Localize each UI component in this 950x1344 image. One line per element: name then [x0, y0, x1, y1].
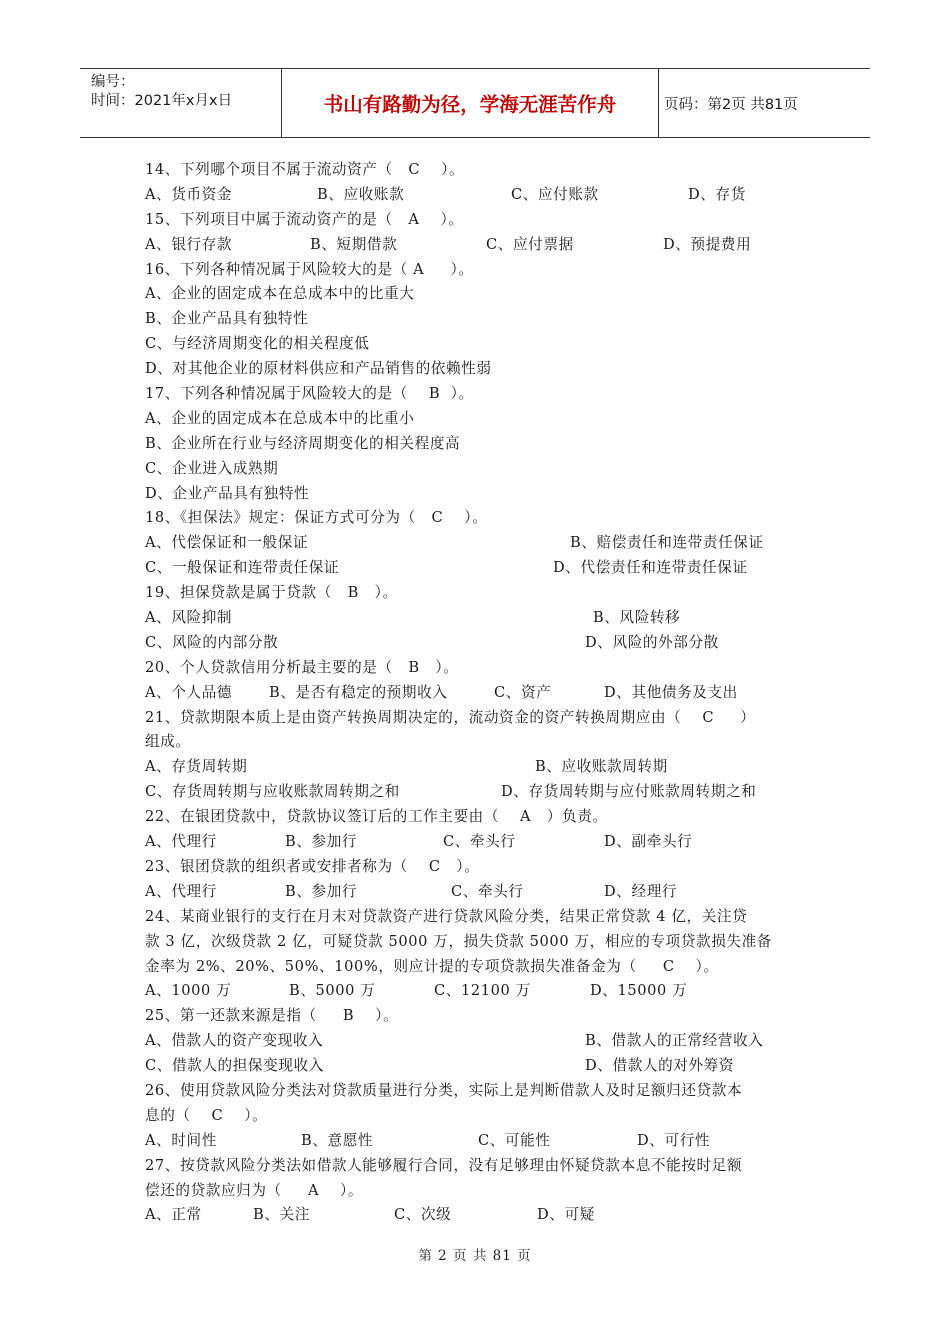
answer-option: A、个人品德	[145, 683, 233, 701]
text-line	[145, 1129, 815, 1154]
answer-option: B、5000 万	[289, 982, 376, 1000]
text-line	[145, 880, 815, 905]
answer-option: C、牵头行	[451, 882, 524, 900]
answer-option: B、短期借款	[310, 235, 398, 253]
text-segment: 18、《担保法》规定：保证方式可分为（ C ）。	[145, 509, 488, 527]
text-line	[145, 979, 815, 1004]
answer-option: D、风险的外部分散	[585, 633, 719, 651]
answer-option: B、借款人的正常经营收入	[585, 1032, 764, 1050]
text-segment: 27、按贷款风险分类法如借款人能够履行合同，没有足够理由怀疑贷款本息不能按时足额	[145, 1156, 743, 1174]
text-line	[145, 357, 815, 382]
text-segment: 22、在银团贷款中，贷款协议签订后的工作主要由（ A ）负责。	[145, 808, 608, 826]
answer-option: C、牵头行	[443, 833, 516, 851]
text-line	[145, 432, 815, 457]
text-line	[145, 1104, 815, 1129]
text-segment: D、对其他企业的原材料供应和产品销售的依赖性弱	[145, 360, 492, 378]
answer-option: B、参加行	[285, 833, 358, 851]
text-segment: 26、使用贷款风险分类法对贷款质量进行分类，实际上是判断借款人及时足额归还贷款本	[145, 1081, 743, 1099]
answer-option: A、1000 万	[145, 982, 232, 1000]
text-line	[145, 531, 815, 556]
answer-option: D、15000 万	[590, 982, 688, 1000]
text-segment: 金率为 2%、20%、50%、100%，则应计提的专项贷款损失准备金为（ C ）。	[145, 957, 719, 975]
answer-option: B、关注	[253, 1206, 310, 1224]
text-line	[145, 233, 815, 258]
text-line	[145, 631, 815, 656]
text-line	[145, 506, 815, 531]
text-segment: 14、下列哪个项目不属于流动资产（ C ）。	[145, 161, 465, 178]
text-segment: 19、担保贷款是属于贷款（ B ）。	[145, 584, 398, 602]
text-line	[145, 755, 815, 780]
text-segment: 16、下列各种情况属于风险较大的是（ A ）。	[145, 260, 474, 278]
answer-option: B、赔偿责任和连带责任保证	[570, 534, 764, 552]
text-segment: 17、下列各种情况属于风险较大的是（ B ）。	[145, 385, 474, 403]
text-segment: 25、第一还款来源是指（ B ）。	[145, 1007, 399, 1025]
text-segment: B、企业产品具有独特性	[145, 310, 309, 328]
text-segment: A、企业的固定成本在总成本中的比重小	[145, 409, 415, 427]
text-line	[145, 208, 815, 233]
answer-option: A、存货周转期	[145, 758, 248, 776]
text-line	[145, 681, 815, 706]
text-line	[145, 482, 815, 507]
answer-option: D、其他债务及支出	[604, 683, 738, 701]
answer-option: A、代理行	[145, 882, 217, 900]
text-line	[145, 656, 815, 681]
text-line	[145, 332, 815, 357]
answer-option: B、风险转移	[593, 609, 681, 627]
page-footer: 第 2 页 共 81 页	[418, 1248, 532, 1264]
answer-option: A、银行存款	[145, 235, 233, 253]
header-motto: 书山有路勤为径，学海无涯苦作舟	[282, 69, 659, 137]
answer-option: D、存货周转期与应付账款周转期之和	[501, 783, 757, 801]
document-date-label: 时间：2021年x月x日	[91, 93, 233, 109]
answer-option: A、借款人的资产变现收入	[145, 1032, 324, 1050]
text-line	[145, 1203, 815, 1228]
answer-option: D、存货	[688, 185, 746, 203]
header-page-indicator: 页码：第2页 共81页	[664, 96, 798, 113]
answer-option: B、应收账款周转期	[535, 758, 668, 776]
text-line	[145, 955, 815, 980]
text-line	[145, 382, 815, 407]
answer-option: C、应付账款	[511, 185, 599, 203]
text-segment: 组成。	[145, 733, 191, 751]
answer-option: B、参加行	[285, 882, 358, 900]
answer-option: C、12100 万	[434, 982, 531, 1000]
answer-option: C、资产	[494, 683, 552, 701]
text-line	[145, 706, 815, 731]
document-number-label: 编号：	[91, 74, 135, 90]
text-line	[145, 581, 815, 606]
answer-option: B、是否有稳定的预期收入	[269, 683, 448, 701]
text-line	[145, 1054, 815, 1079]
text-line	[145, 606, 815, 631]
text-segment: C、企业进入成熟期	[145, 459, 279, 477]
answer-option: C、可能性	[478, 1131, 551, 1149]
text-line	[145, 1079, 815, 1104]
text-segment: A、企业的固定成本在总成本中的比重大	[145, 285, 415, 303]
text-line	[145, 307, 815, 332]
text-line	[145, 1179, 815, 1204]
text-line	[145, 158, 815, 183]
answer-option: A、代理行	[145, 833, 217, 851]
text-line	[145, 183, 815, 208]
text-line	[145, 905, 815, 930]
answer-option: C、借款人的担保变现收入	[145, 1057, 324, 1075]
text-segment: 15、下列项目中属于流动资产的是（ A ）。	[145, 210, 464, 228]
text-segment: C、与经济周期变化的相关程度低	[145, 335, 370, 353]
answer-option: D、副牵头行	[604, 833, 693, 851]
answer-option: C、应付票据	[486, 235, 574, 253]
text-line	[145, 407, 815, 432]
page-header	[80, 68, 870, 138]
answer-option: C、存货周转期与应收账款周转期之和	[145, 783, 400, 801]
answer-option: A、货币资金	[145, 185, 233, 203]
text-segment: B、企业所在行业与经济周期变化的相关程度高	[145, 434, 461, 452]
answer-option: D、可行性	[637, 1131, 711, 1149]
answer-option: D、代偿责任和连带责任保证	[553, 559, 748, 577]
text-segment: D、企业产品具有独特性	[145, 484, 310, 502]
answer-option: D、可疑	[537, 1206, 595, 1224]
text-line	[145, 830, 815, 855]
answer-option: A、正常	[145, 1206, 202, 1224]
text-line	[145, 1004, 815, 1029]
header-meta	[80, 69, 282, 137]
answer-option: D、经理行	[604, 882, 678, 900]
text-line	[145, 282, 815, 307]
text-line	[145, 556, 815, 581]
text-segment: 24、某商业银行的支行在月末对贷款资产进行贷款风险分类，结果正常贷款 4 亿，关注贷	[145, 907, 748, 925]
text-line	[145, 780, 815, 805]
text-line	[145, 258, 815, 283]
answer-option: A、代偿保证和一般保证	[145, 534, 309, 552]
text-line	[145, 855, 815, 880]
text-segment: 息的（ C ）。	[145, 1106, 268, 1124]
answer-option: B、意愿性	[301, 1131, 374, 1149]
text-segment: 20、个人贷款信用分析最主要的是（ B ）。	[145, 658, 459, 676]
text-line	[145, 457, 815, 482]
text-line	[145, 1029, 815, 1054]
text-segment: 21、贷款期限本质上是由资产转换周期决定的，流动资金的资产转换周期应由（ C ）	[145, 708, 756, 726]
answer-option: C、一般保证和连带责任保证	[145, 559, 340, 577]
answer-option: C、次级	[394, 1206, 452, 1224]
text-line	[145, 805, 815, 830]
answer-option: A、时间性	[145, 1131, 217, 1149]
text-segment: 偿还的贷款应归为（ A ）。	[145, 1181, 364, 1199]
text-segment: 23、银团贷款的组织者或安排者称为（ C ）。	[145, 857, 480, 875]
document-body	[145, 158, 815, 1228]
text-line	[145, 730, 815, 755]
answer-option: B、应收账款	[317, 185, 405, 203]
answer-option: C、风险的内部分散	[145, 633, 279, 651]
answer-option: A、风险抑制	[145, 609, 233, 627]
text-line	[145, 930, 815, 955]
answer-option: D、预提费用	[663, 235, 752, 253]
answer-option: D、借款人的对外筹资	[585, 1057, 735, 1075]
text-segment: 款 3 亿，次级贷款 2 亿，可疑贷款 5000 万，损失贷款 5000 万，相应的专项贷款损失准备	[145, 932, 772, 950]
text-line	[145, 1154, 815, 1179]
